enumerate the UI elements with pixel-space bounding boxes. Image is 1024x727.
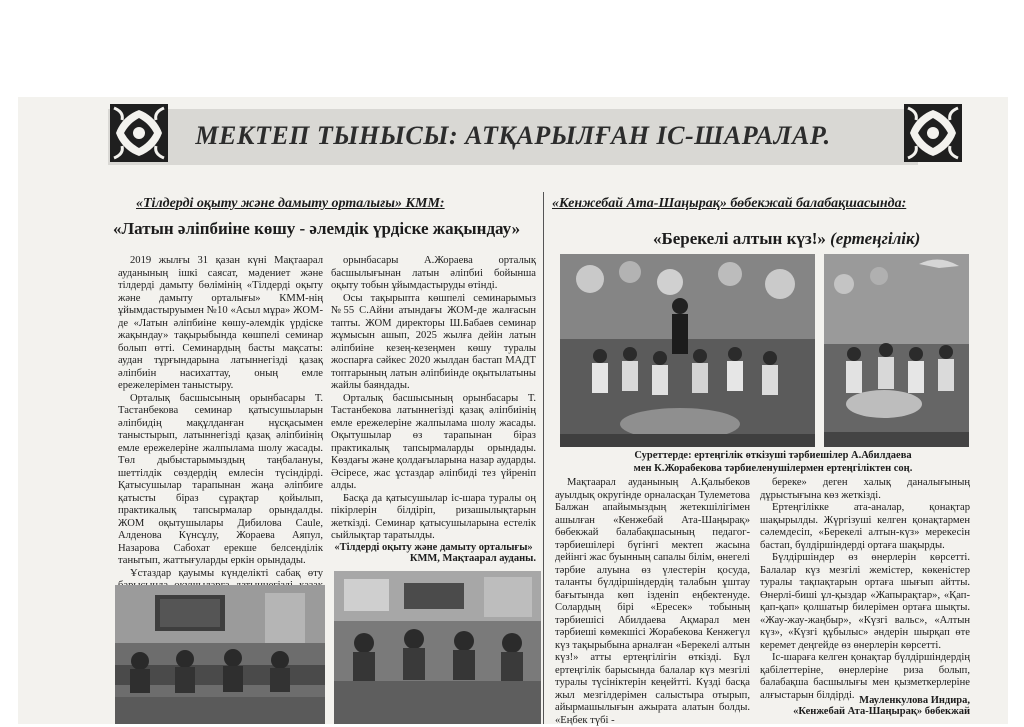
photo-caption — [578, 449, 968, 475]
left-article-headline: «Латын әліпбиіне көшу - әлемдік үрдіске жақындау» — [113, 219, 521, 238]
left-article-col2 — [331, 255, 536, 541]
classroom-photo-2 — [334, 571, 541, 724]
paragraph: Ұстаздар қауымы күнделікті сабақ өту — [130, 567, 323, 579]
ornament-left-icon — [110, 104, 168, 162]
section-banner — [108, 109, 918, 165]
section-title: МЕКТЕП ТЫНЫСЫ: АТҚАРЫЛҒАН ІС-ШАРАЛАР. — [195, 121, 831, 150]
left-article-kicker: «Тілдерді оқыту және дамыту орталығы» КММ: — [136, 196, 445, 211]
column-divider — [543, 192, 544, 724]
newspaper-page — [18, 97, 1008, 724]
paragraph: Бүлдіршіндер өз өнерлерін көрсетті. Балалар күз мезгілі жемістер, көкеністер туралы тақпақтарын ортаға шығып айтты. Өнерлі-биші ұл-қыздар «Жапырақтар», «Қап-қап-қап» қолшатыр билерімен ортаға шықты. «Жау-жау-жаңбыр», «Күзгі вальс», «Алтын күз», «Күзгі құбылыс» әндерін шырқап өте керемет деңгейде өз өнерлерін көрсетті. — [760, 552, 970, 651]
paragraph: Орталық басшысының орынбасары Т. Тастанбекова семинар қатысушыларын әліпбидің мақұлданған нұсқасымен таныстырып, латыннегізді қазақ әліпбиінің емле ережелеріне жалпылама шолу жасады. Төл дыбыстарымыздың таңбалануы, шеттілдік сөздердің емлесін түсіндірді. Қатысушылар тарапынан жаңа әліпбиге қатысты біраз сұрақтар қойылып, практикалық тапсырмалар орындалды. ЖОМ оқытушылары Дибилова Саule, Алденова Күнсұлу, Жораева Аяпул, Назарова Сабохат ерекше белсенділік танытып, жаттығуларды еркін орындады. — [118, 392, 323, 566]
caption-line: Суреттерде: ертеңгілік өткізуші тәрбиешілер А.Абилдаева — [634, 450, 912, 461]
signature-line: «Тілдерді оқыту және дамыту орталығы» — [334, 542, 533, 553]
paragraph: орынбасары А.Жораева орталық басшылығынан латын әліпбиі бойынша оқыту тобын ұйымдастыруды өтінді. — [331, 255, 536, 291]
paragraph: Ертеңгілікке ата-аналар, қонақтар шақырылды. Жүргізуші келген қонақтармен сәлемдесіп, «Берекелі алтын-күз» мерекесін бастап, бүлдіршіндерді ортаға шақырды. — [760, 502, 970, 551]
left-article-signature — [331, 542, 536, 564]
kindergarten-photo-1 — [560, 254, 815, 447]
paragraph: 2019 жылғы 31 қазан күні Мақтаарал ауданының ішкі саясат, мәдениет және тілдерді дамыту бөлімінің «Тілдерді оқыту және дамыту орталығы» КММ-нің ұйымдастыруымен №10 «Асыл мұра» ЖОМ-де «Латын әліпбиіне көшу-әлемдік үрдіске жақындау» тақырыбында көшпелі семинар болып өтті. Семинардың басты мақсаты: аудан тұрғындарына латыннегізді қазақ әліпбиін насихаттау, оның емле ережелерімен таныстыру. — [118, 255, 323, 391]
paragraph: береке» деген халық даналығының дұрыстығына көз жеткізді. — [760, 477, 970, 501]
signature-line: «Кенжебай Ата-Шаңырақ» бөбекжай — [793, 706, 970, 717]
right-article-headline — [653, 229, 920, 249]
paragraph: Басқа да қатысушылар іс-шара туралы оң пікірлерін білдіріп, ризашылықтарын жеткізді. Семинар қатысушыларына естелік сыйлықтар таратылды. — [331, 492, 536, 541]
signature-line: КММ, Мақтаарал ауданы. — [409, 553, 536, 564]
right-article-col1 — [555, 477, 750, 724]
paragraph: Орталық басшысының орынбасары Т. Тастанбекова латыннегізді қазақ әліпбиінің емле ережелеріне жалпылама шолу жасады. Оқытушылар өз тарапынан біраз практикалық тапсырмаларды орындады. Көздағы және қолдағыларына назар аударды. Әсіресе, жас ұстаздар әліпбиді тез үйреніп алды. — [331, 392, 536, 491]
left-article-col1 — [118, 255, 323, 579]
classroom-photo-1 — [115, 585, 325, 724]
caption-line: мен К.Жорабекова тәрбиеленушілермен ертеңгіліктен соң. — [633, 463, 913, 474]
signature-line: Мауленкулова Индира, — [859, 695, 970, 706]
paragraph: Іс-шараға келген қонақтар бүлдіршіндердің қабілеттеріне, өнерлеріне риза болып, балабақша басшылығы мен қызметкерлеріне алғыстарын білдірді. — [760, 652, 970, 701]
paragraph: Мақтаарал ауданының А.Қалыбеков ауылдық округінде орналасқан Тулеметова Балжан апайымыздың жетекшілігімен ашылған «Кенжебай Ата-Шаңырақ» бөбекжай балабақшасының педагог-тәрбиешілері бүгінгі мектеп жасына дейінгі жас буынның сапалы білім, өнегелі тәрбие алуына өз үлестерін қосуда, таланты бүлдіршіндердің талабын ұштау бағытында көп ізденіп еңбектенуде. Солардың бірі «Ересек» тобының тәрбиешісі Абилдаева Ақмарал мен тәрбиеші көмекшісі Жорабекова Кенжегүл күз тақырыбына арналған «Берекелі алтын күз!» атты ертеңгілігін өткізді. Бұл ертеңгілік барысында балалар күз мезгілі туралы түсініктерін кеңейтті. Күзді басқа жыл мезгілдерімен салыстыра отырып, айырмашылығын ажырата алатын болды. «Еңбек түбі - — [555, 477, 750, 726]
headline-sub: (ертеңгілік) — [830, 229, 921, 248]
right-article-kicker: «Кенжебай Ата-Шаңырақ» бөбекжай балабақшасында: — [552, 196, 907, 211]
right-article-signature — [760, 695, 970, 717]
ornament-right-icon — [904, 104, 962, 162]
kindergarten-photo-2 — [824, 254, 969, 447]
headline-main: «Берекелі алтын күз!» — [653, 229, 826, 248]
paragraph: Осы тақырыпта көшпелі семинарымыз №55 С.Айни атындағы ЖОМ-де жалғасын тапты. ЖОМ директоры Ш.Бабаев семинар жұмысын ашып, 2025 жылға дейін латын әліпбиіне кезең-кезеңмен көшу туралы жоспарға сәйкес 2020 жылдан бастап МАДТ топтарының латын әліпбиінде оқытылатыны жайлы баяндады. — [331, 292, 536, 391]
